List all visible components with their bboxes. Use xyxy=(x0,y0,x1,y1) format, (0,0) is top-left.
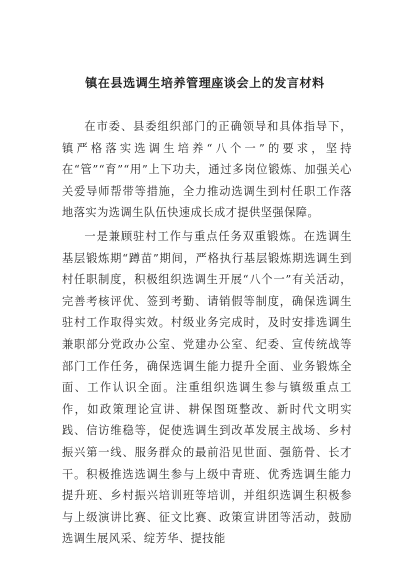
document-body xyxy=(62,116,352,550)
document-title: 镇在县选调生培养管理座谈会上的发言材料 xyxy=(85,76,325,90)
paragraph-intro: 在市委、县委组织部门的正确领导和具体指导下，镇严格落实选调生培养“八个一”的要求，坚持在“管”“育”“用”上下功夫，通过多岗位锻炼、加强关心关爱导师帮带等措施，全力推动选调生到村任职工作落地落实为选调生队伍快速成长成才提供坚强保障。 xyxy=(62,120,352,220)
paragraph-point-one: 一是兼顾驻村工作与重点任务双重锻炼。在选调生基层锻炼期“蹲苗”期间，严格执行基层锻炼期选调生到村任职制度，积极组织选调生开展“八个一”有关活动，完善考核评优、签到考勤、请销假等制度，确保选调生驻村工作取得实效。村级业务完成时，及时安排选调生兼职部分党政办公室、党建办公室、纪委、宣传统战等部门工作任务，确保选调生能力提升全面、业务锻炼全面、工作认识全面。注重组织选调生参与镇级重点工作，如政策理论宣讲、耕保图斑整改、新时代文明实践、信访维稳等，促使选调生到改革发展主战场、乡村振兴第一线、服务群众的最前沿见世面、强筋骨、长才干。积极推选选调生参与上级中青班、优秀选调生能力提升班、乡村振兴培训班等培训，并组织选调生积极参与上级演讲比赛、征文比赛、政策宣讲团等活动，鼓励选调生展风采、绽芳华、提技能 xyxy=(62,229,352,546)
